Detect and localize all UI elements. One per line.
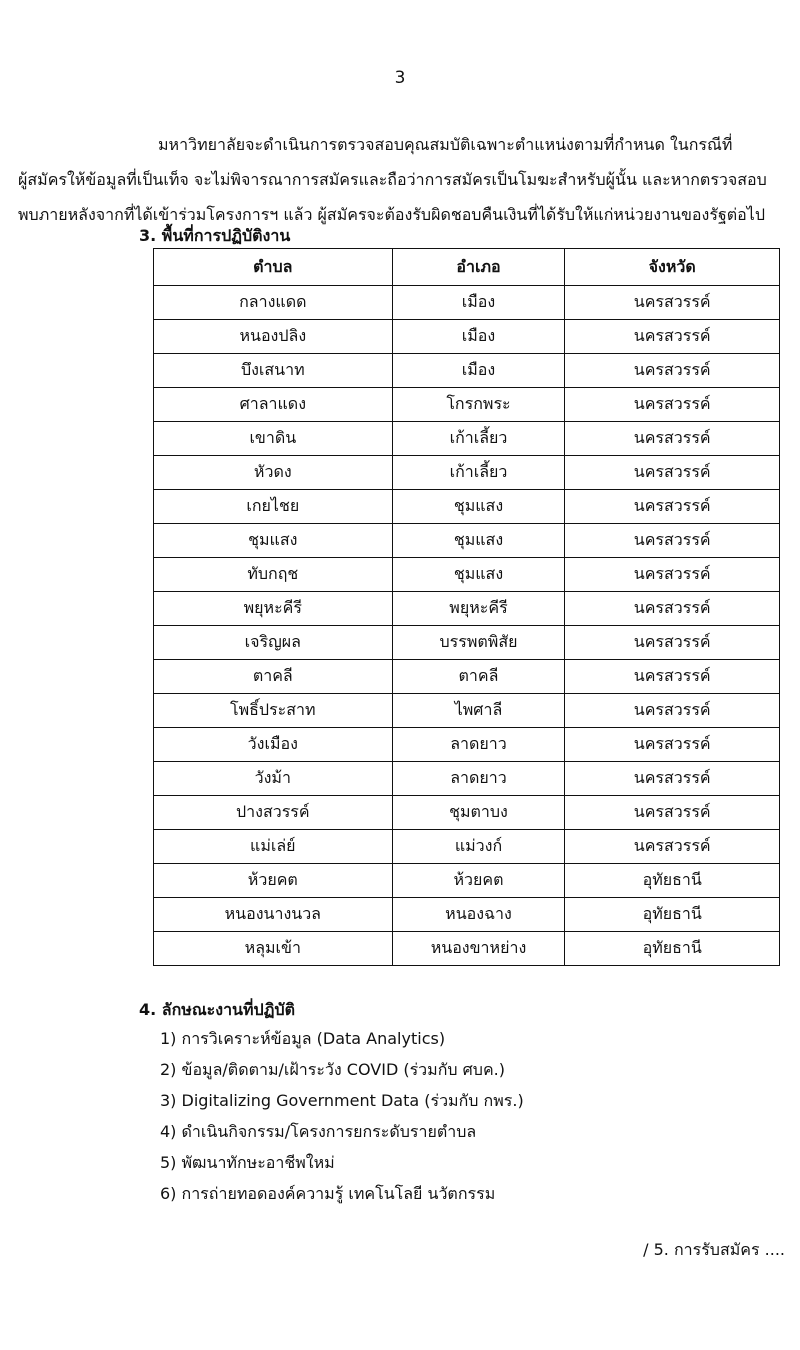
cell-district: พยุหะคีรี: [392, 592, 565, 626]
table-row: [154, 592, 780, 626]
list-item: 5) พัฒนาทักษะอาชีพใหม่: [160, 1153, 335, 1172]
cell-province: นครสวรรค์: [565, 796, 780, 830]
table-row: [154, 388, 780, 422]
cell-district: ชุมแสง: [392, 490, 565, 524]
column-header-subdistrict: ตำบล: [154, 249, 393, 286]
cell-district: ห้วยคต: [392, 864, 565, 898]
cell-province: นครสวรรค์: [565, 354, 780, 388]
table-row: [154, 626, 780, 660]
cell-subdistrict: เขาดิน: [154, 422, 393, 456]
cell-province: นครสวรรค์: [565, 422, 780, 456]
cell-subdistrict: เกยไชย: [154, 490, 393, 524]
intro-line: พบภายหลังจากที่ได้เข้าร่วมโครงการฯ แล้ว ผู้สมัครจะต้องรับผิดชอบคืนเงินที่ได้รับให้แก่หน่วยงานของรัฐต่อไป: [18, 205, 765, 224]
table-row: [154, 456, 780, 490]
list-item: 2) ข้อมูล/ติดตาม/เฝ้าระวัง COVID (ร่วมกับ ศบค.): [160, 1060, 505, 1079]
table-row: [154, 762, 780, 796]
cell-district: ชุมแสง: [392, 524, 565, 558]
table-row: [154, 320, 780, 354]
table-row: [154, 422, 780, 456]
cell-subdistrict: วังเมือง: [154, 728, 393, 762]
next-page-reference: / 5. การรับสมัคร ....: [643, 1240, 785, 1259]
cell-subdistrict: ศาลาแดง: [154, 388, 393, 422]
list-item: 4) ดำเนินกิจกรรม/โครงการยกระดับรายตำบล: [160, 1122, 477, 1141]
cell-province: นครสวรรค์: [565, 762, 780, 796]
cell-district: หนองฉาง: [392, 898, 565, 932]
cell-subdistrict: หนองนางนวล: [154, 898, 393, 932]
cell-province: นครสวรรค์: [565, 286, 780, 320]
cell-subdistrict: แม่เล่ย์: [154, 830, 393, 864]
cell-province: นครสวรรค์: [565, 490, 780, 524]
section-4-heading: 4. ลักษณะงานที่ปฏิบัติ: [139, 1000, 295, 1019]
cell-subdistrict: ปางสวรรค์: [154, 796, 393, 830]
column-header-district: อำเภอ: [392, 249, 565, 286]
cell-province: อุทัยธานี: [565, 932, 780, 966]
cell-province: นครสวรรค์: [565, 728, 780, 762]
table-row: [154, 524, 780, 558]
table-row: [154, 354, 780, 388]
cell-district: ตาคลี: [392, 660, 565, 694]
cell-subdistrict: ห้วยคต: [154, 864, 393, 898]
cell-district: เมือง: [392, 320, 565, 354]
table-row: [154, 660, 780, 694]
cell-province: นครสวรรค์: [565, 592, 780, 626]
cell-subdistrict: วังม้า: [154, 762, 393, 796]
table-row: [154, 898, 780, 932]
cell-district: แม่วงก์: [392, 830, 565, 864]
table-row: [154, 490, 780, 524]
cell-subdistrict: หลุมเข้า: [154, 932, 393, 966]
cell-province: อุทัยธานี: [565, 898, 780, 932]
cell-province: นครสวรรค์: [565, 456, 780, 490]
intro-line: มหาวิทยาลัยจะดำเนินการตรวจสอบคุณสมบัติเฉพาะตำแหน่งตามที่กำหนด ในกรณีที่: [158, 135, 733, 154]
table-row: [154, 728, 780, 762]
list-item: 1) การวิเคราะห์ข้อมูล (Data Analytics): [160, 1029, 446, 1048]
cell-province: นครสวรรค์: [565, 524, 780, 558]
table-header-row: [154, 249, 780, 286]
table-row: [154, 932, 780, 966]
cell-district: เมือง: [392, 286, 565, 320]
cell-province: นครสวรรค์: [565, 694, 780, 728]
cell-district: เก้าเลี้ยว: [392, 422, 565, 456]
cell-district: บรรพตพิสัย: [392, 626, 565, 660]
cell-subdistrict: หนองปลิง: [154, 320, 393, 354]
cell-province: นครสวรรค์: [565, 558, 780, 592]
cell-subdistrict: บึงเสนาท: [154, 354, 393, 388]
cell-province: นครสวรรค์: [565, 626, 780, 660]
cell-district: เก้าเลี้ยว: [392, 456, 565, 490]
cell-province: นครสวรรค์: [565, 660, 780, 694]
cell-district: ชุมแสง: [392, 558, 565, 592]
cell-province: อุทัยธานี: [565, 864, 780, 898]
cell-province: นครสวรรค์: [565, 830, 780, 864]
cell-district: ชุมตาบง: [392, 796, 565, 830]
cell-subdistrict: โพธิ์ประสาท: [154, 694, 393, 728]
table-row: [154, 796, 780, 830]
table-row: [154, 830, 780, 864]
cell-province: นครสวรรค์: [565, 320, 780, 354]
cell-subdistrict: เจริญผล: [154, 626, 393, 660]
cell-subdistrict: ชุมแสง: [154, 524, 393, 558]
table-row: [154, 286, 780, 320]
cell-subdistrict: ทับกฤช: [154, 558, 393, 592]
cell-district: ไพศาลี: [392, 694, 565, 728]
table-row: [154, 864, 780, 898]
list-item: 3) Digitalizing Government Data (ร่วมกับ กพร.): [160, 1091, 524, 1110]
section-3-heading: 3. พื้นที่การปฏิบัติงาน: [139, 226, 291, 245]
table-row: [154, 558, 780, 592]
work-area-table: [153, 248, 780, 966]
column-header-province: จังหวัด: [565, 249, 780, 286]
table-row: [154, 694, 780, 728]
cell-district: เมือง: [392, 354, 565, 388]
intro-line: ผู้สมัครให้ข้อมูลที่เป็นเท็จ จะไม่พิจารณาการสมัครและถือว่าการสมัครเป็นโมฆะสำหรับผู้นั้น และหากตรวจสอบ: [18, 170, 767, 189]
list-item: 6) การถ่ายทอดองค์ความรู้ เทคโนโลยี นวัตกรรม: [160, 1184, 496, 1203]
cell-district: หนองขาหย่าง: [392, 932, 565, 966]
page-number: 3: [394, 68, 406, 88]
cell-subdistrict: กลางแดด: [154, 286, 393, 320]
cell-province: นครสวรรค์: [565, 388, 780, 422]
cell-district: โกรกพระ: [392, 388, 565, 422]
cell-subdistrict: พยุหะคีรี: [154, 592, 393, 626]
cell-subdistrict: ตาคลี: [154, 660, 393, 694]
cell-subdistrict: หัวดง: [154, 456, 393, 490]
cell-district: ลาดยาว: [392, 728, 565, 762]
cell-district: ลาดยาว: [392, 762, 565, 796]
work-type-list: [160, 1027, 524, 1213]
intro-paragraph: [18, 127, 793, 232]
